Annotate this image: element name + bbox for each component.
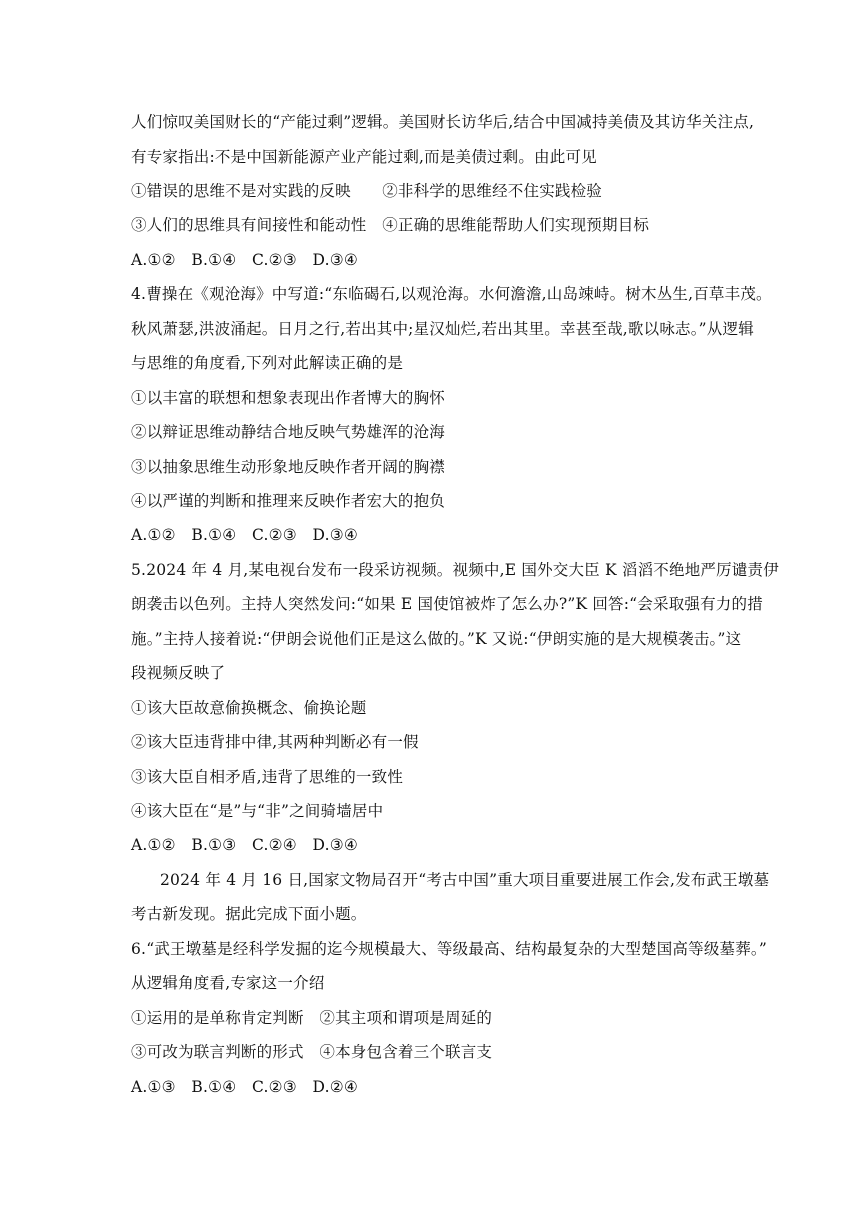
q6-answer-choices: A.①③ B.①④ C.②③ D.②④ xyxy=(131,1078,358,1096)
q4-option-3: ③以抽象思维生动形象地反映作者开阔的胸襟 xyxy=(131,458,446,476)
material-intro-line-2: 考古新发现。据此完成下面小题。 xyxy=(131,905,367,923)
q5-option-3: ③该大臣自相矛盾,违背了思维的一致性 xyxy=(131,768,404,786)
q5-option-2: ②该大臣违背排中律,其两种判断必有一假 xyxy=(131,733,419,751)
q4-stem-line-2: 秋风萧瑟,洪波涌起。日月之行,若出其中;星汉灿烂,若出其里。幸甚至哉,歌以咏志。”从逻辑 xyxy=(131,320,754,338)
q6-stem-line-1: 6.“武王墩墓是经科学发掘的迄今规模最大、等级最高、结构最复杂的大型楚国高等级墓葬。” xyxy=(131,940,767,958)
q4-option-2: ②以辩证思维动静结合地反映气势雄浑的沧海 xyxy=(131,423,446,441)
q5-stem-line-2: 朗袭击以色列。主持人突然发问:“如果 E 国使馆被炸了怎么办?”K 回答:“会采取强有力的措 xyxy=(131,595,763,613)
q3-option-3-4: ③人们的思维具有间接性和能动性 ④正确的思维能帮助人们实现预期目标 xyxy=(131,216,650,234)
q3-option-1-2: ①错误的思维不是对实践的反映 ②非科学的思维经不住实践检验 xyxy=(131,182,603,200)
q4-option-1: ①以丰富的联想和想象表现出作者博大的胸怀 xyxy=(131,389,446,407)
material-intro-line-1: 2024 年 4 月 16 日,国家文物局召开“考古中国”重大项目重要进展工作会,发布武王墩墓 xyxy=(160,871,770,889)
q5-option-4: ④该大臣在“是”与“非”之间骑墙居中 xyxy=(131,802,384,820)
q3-stem-line-1: 人们惊叹美国财长的“产能过剩”逻辑。美国财长访华后,结合中国减持美债及其访华关注点, xyxy=(131,113,755,131)
q5-option-1: ①该大臣故意偷换概念、偷换论题 xyxy=(131,699,367,717)
q5-answer-choices: A.①② B.①③ C.②④ D.③④ xyxy=(131,836,358,854)
q4-option-4: ④以严谨的判断和推理来反映作者宏大的抱负 xyxy=(131,492,446,510)
q5-stem-line-1: 5.2024 年 4 月,某电视台发布一段采访视频。视频中,E 国外交大臣 K 滔滔不绝地严厉谴责伊 xyxy=(131,561,779,579)
q6-option-1-2: ①运用的是单称肯定判断 ②其主项和谓项是周延的 xyxy=(131,1009,493,1027)
q5-stem-line-3: 施。”主持人接着说:“伊朗会说他们正是这么做的。”K 又说:“伊朗实施的是大规模袭击。”这 xyxy=(131,630,742,648)
q6-option-3-4: ③可改为联言判断的形式 ④本身包含着三个联言支 xyxy=(131,1043,493,1061)
q4-stem-line-1: 4.曹操在《观沧海》中写道:“东临碣石,以观沧海。水何澹澹,山岛竦峙。树木丛生,百草丰茂。 xyxy=(131,285,772,303)
q4-answer-choices: A.①② B.①④ C.②③ D.③④ xyxy=(131,526,358,544)
q3-stem-line-2: 有专家指出:不是中国新能源产业产能过剩,而是美债过剩。由此可见 xyxy=(131,148,597,166)
q3-answer-choices: A.①② B.①④ C.②③ D.③④ xyxy=(131,251,358,269)
q5-stem-line-4: 段视频反映了 xyxy=(131,664,226,682)
q4-stem-line-3: 与思维的角度看,下列对此解读正确的是 xyxy=(131,354,404,372)
q6-stem-line-2: 从逻辑角度看,专家这一介绍 xyxy=(131,974,325,992)
